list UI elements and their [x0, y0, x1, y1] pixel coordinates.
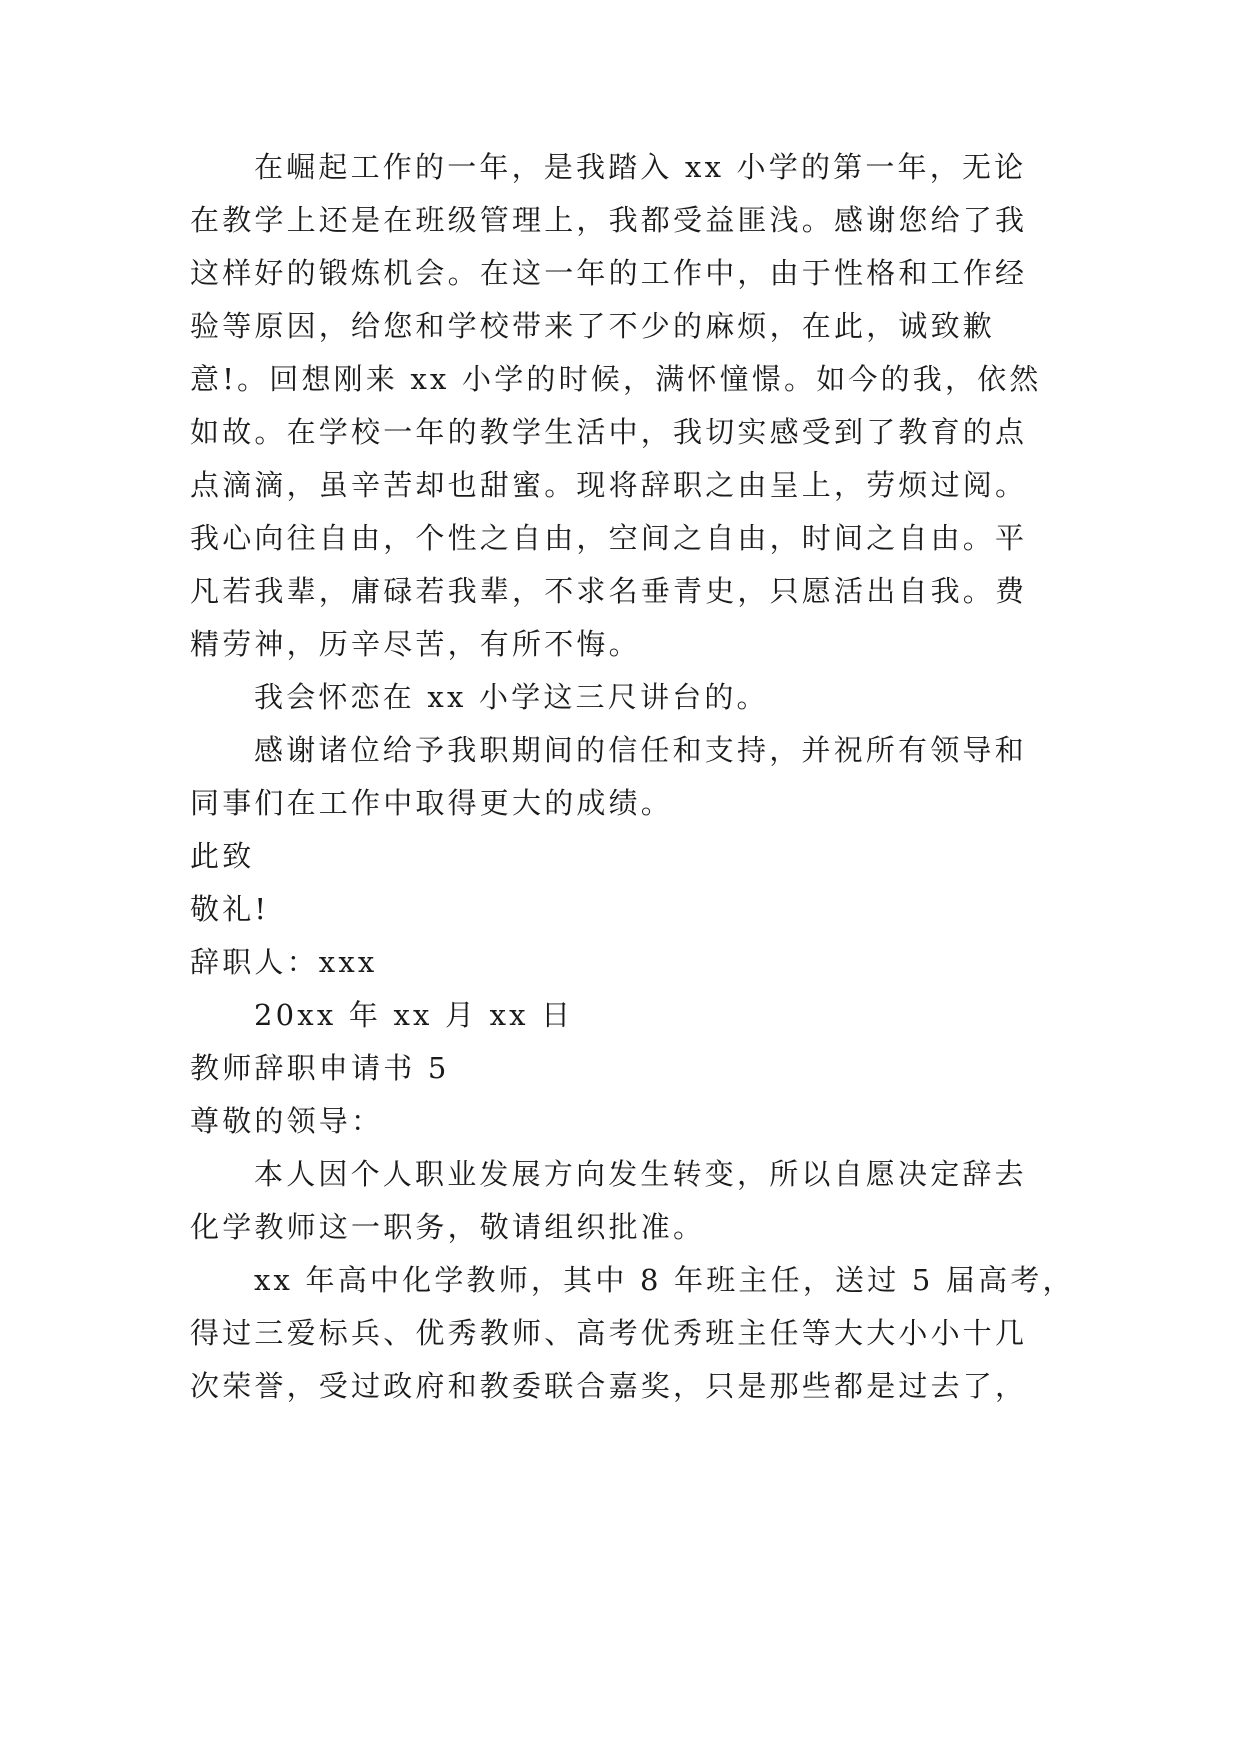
document-title: 教师辞职申请书 5: [190, 1051, 450, 1085]
paragraph-1-line-1: 在崛起工作的一年，是我踏入 xx 小学的第一年，无论: [254, 150, 1027, 184]
paragraph-1-line-4: 验等原因，给您和学校带来了不少的麻烦，在此，诚致歉: [190, 309, 996, 343]
closing-greeting-2: 敬礼!: [190, 892, 270, 926]
paragraph-1-line-9: 凡若我辈，庸碌若我辈，不求名垂青史，只愿活出自我。费: [190, 574, 1028, 608]
paragraph-5-line-1: xx 年高中化学教师，其中 8 年班主任，送过 5 届高考，: [254, 1263, 1075, 1297]
paragraph-1-line-6: 如故。在学校一年的教学生活中，我切实感受到了教育的点: [190, 415, 1028, 449]
paragraph-5-line-2: 得过三爱标兵、优秀教师、高考优秀班主任等大大小小十几: [190, 1316, 1028, 1350]
signature-line: 辞职人：xxx: [190, 945, 378, 979]
paragraph-1-line-8: 我心向往自由，个性之自由，空间之自由，时间之自由。平: [190, 521, 1028, 555]
paragraph-1-line-10: 精劳神，历辛尽苦，有所不悔。: [190, 627, 641, 661]
paragraph-1-line-5: 意!。回想刚来 xx 小学的时候，满怀憧憬。如今的我，依然: [190, 362, 1042, 396]
paragraph-5-line-3: 次荣誉，受过政府和教委联合嘉奖，只是那些都是过去了，: [190, 1369, 1028, 1403]
salutation: 尊敬的领导：: [190, 1104, 384, 1138]
closing-greeting-1: 此致: [190, 839, 255, 873]
date-line: 20xx 年 xx 月 xx 日: [254, 998, 574, 1032]
paragraph-4-line-1: 本人因个人职业发展方向发生转变，所以自愿决定辞去: [254, 1157, 1027, 1191]
paragraph-3-line-2: 同事们在工作中取得更大的成绩。: [190, 786, 674, 820]
paragraph-1-line-2: 在教学上还是在班级管理上，我都受益匪浅。感谢您给了我: [190, 203, 1028, 237]
paragraph-2-line-1: 我会怀恋在 xx 小学这三尺讲台的。: [254, 680, 769, 714]
paragraph-1-line-3: 这样好的锻炼机会。在这一年的工作中，由于性格和工作经: [190, 256, 1028, 290]
paragraph-4-line-2: 化学教师这一职务，敬请组织批准。: [190, 1210, 706, 1244]
paragraph-3-line-1: 感谢诸位给予我职期间的信任和支持，并祝所有领导和: [254, 733, 1027, 767]
paragraph-1-line-7: 点滴滴，虽辛苦却也甜蜜。现将辞职之由呈上，劳烦过阅。: [190, 468, 1028, 502]
